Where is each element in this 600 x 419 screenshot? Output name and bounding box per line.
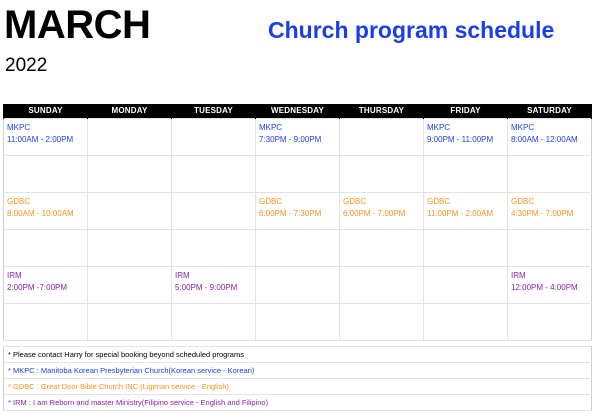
event-name: GDBC [427, 197, 451, 206]
empty-cell [172, 304, 256, 341]
empty-cell [256, 230, 340, 267]
event-time: 7:30PM - 9:00PM [259, 135, 322, 144]
day-cell-thursday [340, 193, 424, 230]
spacer-row [4, 156, 592, 193]
schedule-row-gdbc [4, 193, 592, 230]
empty-cell [424, 156, 508, 193]
empty-cell [172, 230, 256, 267]
empty-cell [508, 230, 592, 267]
day-cell-tuesday [172, 119, 256, 156]
note-mkpc: * MKPC : Manitoba Korean Presbyterian Church(Korean service - Korean) [4, 363, 592, 379]
note-irm: * IRM : I am Reborn and master Ministry(Filipino service - English and Filipino) [4, 395, 592, 411]
day-cell-saturday [508, 267, 592, 304]
day-cell-wednesday [256, 267, 340, 304]
day-cell-thursday [340, 267, 424, 304]
schedule-row-irm [4, 267, 592, 304]
empty-cell [424, 230, 508, 267]
event-name: GDBC [343, 197, 367, 206]
month-heading: MARCH [4, 3, 151, 47]
day-cell-thursday [340, 119, 424, 156]
event-time: 12:00PM - 4:00PM [511, 283, 578, 292]
empty-cell [88, 230, 172, 267]
event-name: GDBC [259, 197, 283, 206]
event-name: MKPC [511, 123, 535, 132]
empty-cell [508, 304, 592, 341]
page-title: Church program schedule [268, 17, 555, 43]
empty-cell [88, 304, 172, 341]
day-cell-wednesday [256, 193, 340, 230]
schedule-body [4, 119, 592, 341]
event-time: 8:00AM - 12:00AM [511, 135, 578, 144]
day-cell-tuesday [172, 193, 256, 230]
day-cell-monday [88, 119, 172, 156]
empty-cell [340, 230, 424, 267]
empty-cell [256, 304, 340, 341]
empty-cell [424, 304, 508, 341]
empty-cell [4, 230, 88, 267]
day-header-sunday: SUNDAY [4, 104, 88, 119]
day-cell-friday [424, 119, 508, 156]
day-cell-friday [424, 193, 508, 230]
event-time: 11:00PM - 2:00AM [427, 209, 494, 218]
day-cell-saturday [508, 119, 592, 156]
day-header-friday: FRIDAY [424, 104, 508, 119]
event-name: IRM [175, 271, 190, 280]
event-time: 2:00PM -7:00PM [7, 283, 68, 292]
empty-cell [340, 156, 424, 193]
day-cell-wednesday [256, 119, 340, 156]
notes-table [3, 346, 592, 411]
event-time: 8:00AM - 10:00AM [7, 209, 74, 218]
day-header-row [4, 104, 592, 119]
day-header-monday: MONDAY [88, 104, 172, 119]
empty-cell [508, 156, 592, 193]
day-header-thursday: THURSDAY [340, 104, 424, 119]
empty-cell [4, 304, 88, 341]
spacer-row [4, 230, 592, 267]
empty-cell [172, 156, 256, 193]
event-name: MKPC [7, 123, 31, 132]
event-name: GDBC [511, 197, 535, 206]
day-cell-sunday [4, 267, 88, 304]
day-cell-saturday [508, 193, 592, 230]
day-cell-friday [424, 267, 508, 304]
empty-cell [4, 156, 88, 193]
empty-cell [340, 304, 424, 341]
day-cell-sunday [4, 119, 88, 156]
event-name: MKPC [259, 123, 283, 132]
day-cell-sunday [4, 193, 88, 230]
event-time: 9:00PM - 11:00PM [427, 135, 494, 144]
schedule-grid [3, 104, 592, 341]
event-time: 4:30PM - 7:00PM [511, 209, 574, 218]
day-cell-monday [88, 267, 172, 304]
event-name: GDBC [7, 197, 31, 206]
event-time: 11:00AM - 2:00PM [7, 135, 74, 144]
spacer-row [4, 304, 592, 341]
empty-cell [256, 156, 340, 193]
day-header-saturday: SATURDAY [508, 104, 592, 119]
event-name: IRM [7, 271, 22, 280]
event-time: 6:00PM - 7:30PM [259, 209, 322, 218]
day-header-wednesday: WEDNESDAY [256, 104, 340, 119]
event-time: 6:00PM - 7:00PM [343, 209, 406, 218]
day-cell-monday [88, 193, 172, 230]
day-header-tuesday: TUESDAY [172, 104, 256, 119]
event-time: 5:00PM - 9:00PM [175, 283, 238, 292]
schedule-row-mkpc [4, 119, 592, 156]
note-gdbc: * GDBC : Great Door Bible Church INC.(Ligerian service - English) [4, 379, 592, 395]
empty-cell [88, 156, 172, 193]
note-contact: * Please contact Harry for special booking beyond scheduled programs [4, 347, 592, 363]
event-name: IRM [511, 271, 526, 280]
year-label: 2022 [5, 55, 48, 76]
event-name: MKPC [427, 123, 451, 132]
day-cell-tuesday [172, 267, 256, 304]
